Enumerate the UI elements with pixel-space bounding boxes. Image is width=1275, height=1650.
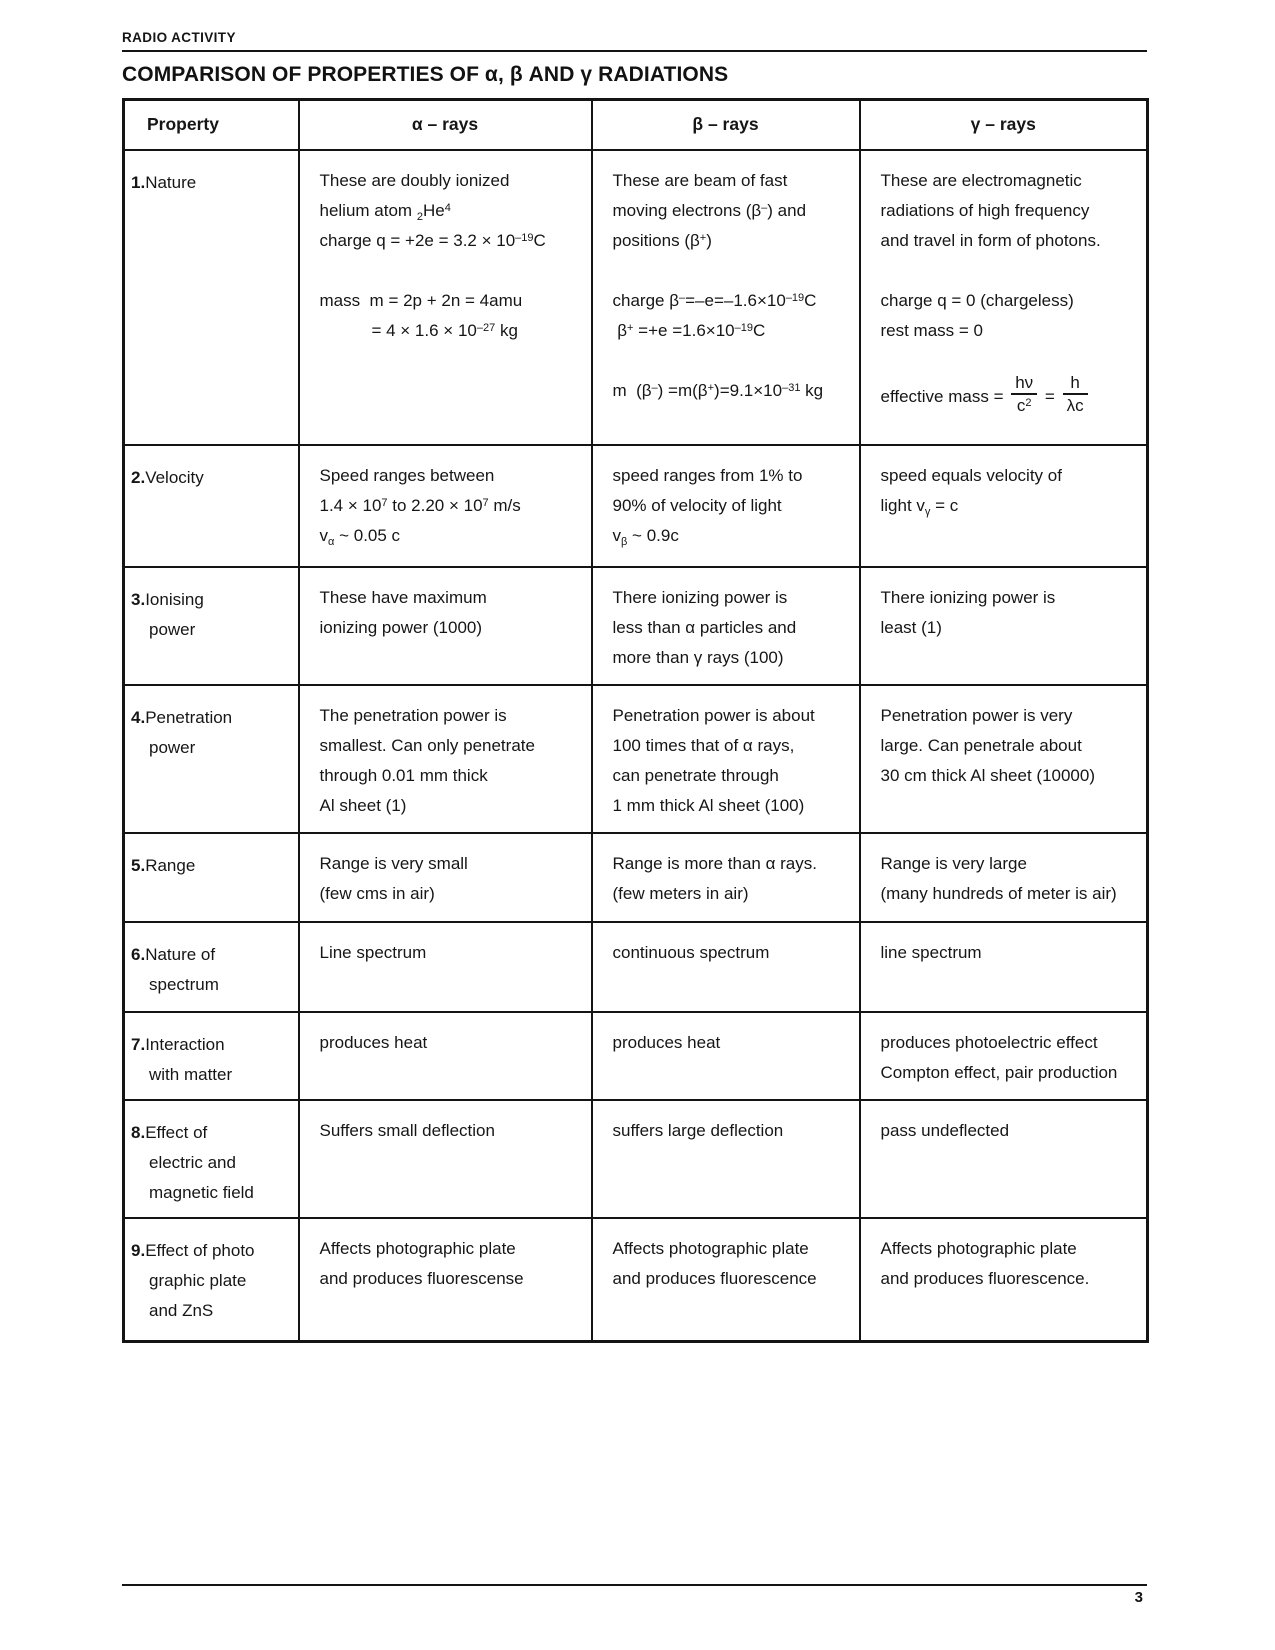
beta-cell: speed ranges from 1% to 90% of velocity of light $v_\beta$ ~ 0.9c (592, 445, 860, 567)
property-cell (124, 685, 299, 833)
alpha-cell: produces heat (299, 1012, 592, 1100)
header-rule (122, 50, 1147, 52)
alpha-cell: Affects photographic plate and produces fluorescense (299, 1218, 592, 1342)
alpha-cell: These have maximum ionizing power (1000) (299, 567, 592, 685)
table-row-effect-of-fields (124, 1100, 1148, 1218)
gamma-cell: speed equals velocity of light $v_\gamma = c$ (860, 445, 1148, 567)
property-label: Effect of photo graphic plate and ZnS (145, 1240, 255, 1320)
col-header-gamma-rays: γ – rays (860, 100, 1148, 150)
table-row-nature (124, 150, 1148, 445)
beta-cell: There ionizing power is less than α particles and more than γ rays (100) (592, 567, 860, 685)
property-index: 2. (131, 467, 146, 487)
alpha-cell: Speed ranges between $1.4 \times 10^7$ to $2.20 \times 10^7$ m/s $v_\alpha$ ~ 0.05 c (299, 445, 592, 567)
property-index: 8. (131, 1122, 146, 1142)
page-number: 3 (1134, 1589, 1143, 1606)
property-label: Nature (145, 172, 197, 192)
gamma-cell: line spectrum (860, 922, 1148, 1012)
property-index: 9. (131, 1240, 146, 1260)
property-index: 5. (131, 855, 146, 875)
property-label: Ionising power (145, 589, 204, 639)
property-index: 7. (131, 1034, 146, 1054)
property-cell (124, 150, 299, 445)
property-cell (124, 445, 299, 567)
beta-cell: suffers large deflection (592, 1100, 860, 1218)
running-header: RADIO ACTIVITY (122, 30, 236, 45)
property-label: Range (145, 855, 196, 875)
table-row-ionising-power (124, 567, 1148, 685)
table-row-photographic-plate (124, 1218, 1148, 1342)
property-index: 1. (131, 172, 146, 192)
property-cell (124, 1100, 299, 1218)
page-title: COMPARISON OF PROPERTIES OF α, β AND γ RADIATIONS (122, 63, 729, 86)
alpha-cell: These are doubly ionized helium atom $_2He^4$ charge $q = +2e = 3.2 \times 10^{-19}C$ mass m = 2p + 2n = 4amu = $4 \times 1.6 \times 10^{-27}$ kg (299, 150, 592, 445)
table-row-penetration-power (124, 685, 1148, 833)
gamma-cell: produces photoelectric effect Compton effect, pair production (860, 1012, 1148, 1100)
comparison-table (122, 98, 1149, 1343)
property-label: Penetration power (145, 707, 233, 757)
beta-cell: continuous spectrum (592, 922, 860, 1012)
gamma-cell: There ionizing power is least (1) (860, 567, 1148, 685)
property-cell (124, 833, 299, 922)
table-row-range (124, 833, 1148, 922)
property-cell (124, 567, 299, 685)
property-cell (124, 922, 299, 1012)
page-footer (122, 1584, 1147, 1606)
beta-cell: Penetration power is about 100 times that of α rays, can penetrate through 1 mm thick Al sheet (100) (592, 685, 860, 833)
beta-cell: These are beam of fast moving electrons (β–) and positions (β+) charge $\beta^-=-e=-1.6\times 10^{-19}C$ $\beta^+ =+e =1.6\times 10^{-19}C$ m $(\beta^-) =m(\beta^+)=9.1\times 10^{-31}$ kg (592, 150, 860, 445)
beta-cell: Affects photographic plate and produces fluorescence (592, 1218, 860, 1342)
col-header-alpha-rays: α – rays (299, 100, 592, 150)
col-header-property: Property (124, 100, 299, 150)
gamma-cell: pass undeflected (860, 1100, 1148, 1218)
alpha-cell: The penetration power is smallest. Can only penetrate through 0.01 mm thick Al sheet (1) (299, 685, 592, 833)
property-label: Nature of spectrum (145, 944, 219, 994)
beta-cell: Range is more than α rays. (few meters in air) (592, 833, 860, 922)
property-label: Effect of electric and magnetic field (145, 1122, 254, 1202)
table-row-interaction-with-matter (124, 1012, 1148, 1100)
gamma-cell: Affects photographic plate and produces fluorescence. (860, 1218, 1148, 1342)
alpha-cell: Suffers small deflection (299, 1100, 592, 1218)
table-row-velocity (124, 445, 1148, 567)
property-cell (124, 1012, 299, 1100)
alpha-cell: Line spectrum (299, 922, 592, 1012)
gamma-cell: Range is very large (many hundreds of meter is air) (860, 833, 1148, 922)
gamma-cell: Penetration power is very large. Can penetrale about 30 cm thick Al sheet (10000) (860, 685, 1148, 833)
property-index: 4. (131, 707, 146, 727)
page-content (122, 30, 1147, 1343)
property-index: 3. (131, 589, 146, 609)
col-header-beta-rays: β – rays (592, 100, 860, 150)
table-header-row (124, 100, 1148, 150)
gamma-cell: These are electromagnetic radiations of high frequency and travel in form of photons. charge q = 0 (chargeless) rest mass = 0 effective mass = $\frac{h\nu}{c^2}$ = $\frac{h}{\lambda c}$ (860, 150, 1148, 445)
property-index: 6. (131, 944, 146, 964)
property-cell (124, 1218, 299, 1342)
property-label: Velocity (145, 467, 204, 487)
alpha-cell: Range is very small (few cms in air) (299, 833, 592, 922)
property-label: Interaction with matter (145, 1034, 233, 1084)
beta-cell: produces heat (592, 1012, 860, 1100)
table-row-nature-of-spectrum (124, 922, 1148, 1012)
